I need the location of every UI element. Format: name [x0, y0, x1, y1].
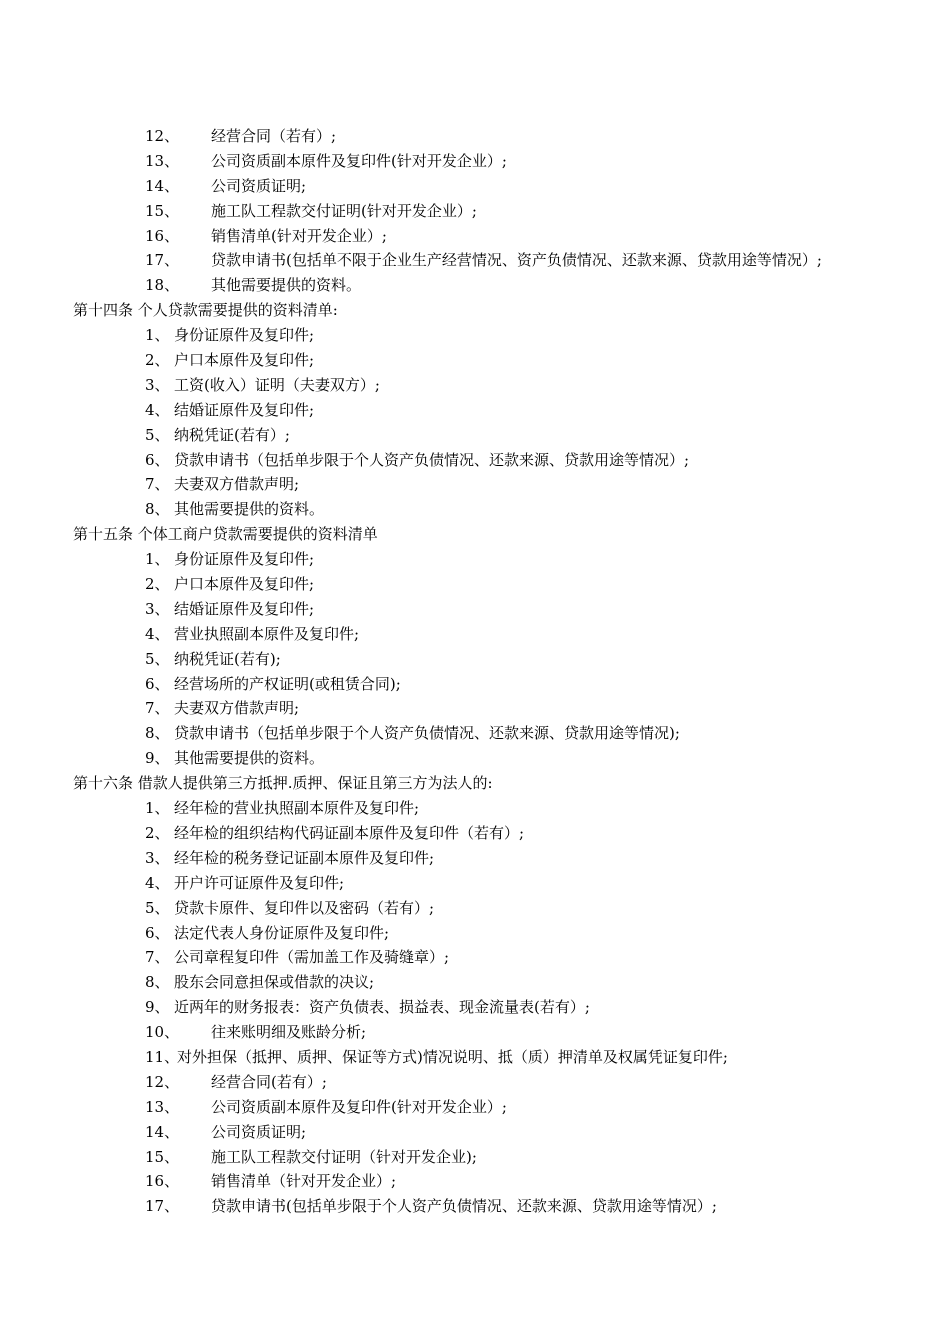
- list-item: [0, 199, 950, 224]
- list-item-text: 纳税凭证(若有);: [174, 649, 281, 668]
- list-item-number: 4、: [145, 624, 170, 643]
- list-item-number: 8、: [145, 500, 170, 519]
- list-item-number: 10、: [145, 1023, 180, 1042]
- list-item-number: 7、: [145, 948, 170, 967]
- list-item-text: 夫妻双方借款声明;: [174, 475, 300, 494]
- list-item-number: 1、: [145, 326, 170, 345]
- list-item: [0, 1020, 950, 1045]
- list-item-text: 销售清单(针对开发企业）;: [211, 226, 387, 245]
- list-item-number: 2、: [145, 575, 170, 594]
- list-item: [0, 1045, 950, 1070]
- list-item-number: 5、: [145, 898, 170, 917]
- list-item-text: 公司章程复印件（需加盖工作及骑缝章）;: [174, 948, 450, 967]
- list-item-text: 经营合同（若有）;: [211, 127, 337, 145]
- list-item-text: 户口本原件及复印件;: [174, 351, 315, 370]
- list-item: [0, 149, 950, 174]
- list-item: [0, 224, 950, 249]
- list-item-number: 4、: [145, 873, 170, 892]
- list-item-number: 13、: [145, 151, 180, 170]
- list-item: [0, 1169, 950, 1194]
- list-item: [0, 273, 950, 298]
- list-item: [0, 647, 950, 672]
- list-item-text: 法定代表人身份证原件及复印件;: [174, 923, 390, 942]
- list-item-number: 7、: [145, 475, 170, 494]
- list-item-number: 9、: [145, 998, 170, 1017]
- list-item: [0, 846, 950, 871]
- section-heading: 第十五条 个体工商户贷款需要提供的资料清单: [73, 525, 378, 544]
- list-item-number: 14、: [145, 1122, 180, 1141]
- list-item-text: 往来账明细及账龄分析;: [211, 1023, 367, 1042]
- list-item-text: 公司资质副本原件及复印件(针对开发企业）;: [211, 151, 507, 170]
- list-item-number: 2、: [145, 351, 170, 370]
- section-heading: 第十六条 借款人提供第三方抵押.质押、保证且第三方为法人的:: [73, 774, 493, 793]
- list-item-text: 户口本原件及复印件;: [174, 575, 315, 594]
- list-item: [0, 373, 950, 398]
- list-item-text: 销售清单（针对开发企业）;: [211, 1172, 397, 1191]
- list-item: [0, 672, 950, 697]
- list-item-text: 结婚证原件及复印件;: [174, 400, 315, 419]
- list-item-text: 纳税凭证(若有）;: [174, 425, 290, 444]
- list-item: [0, 696, 950, 721]
- list-item-text: 经年检的营业执照副本原件及复印件;: [174, 799, 420, 818]
- list-item-number: 15、: [145, 201, 180, 220]
- list-item-text: 对外担保（抵押、质押、保证等方式)情况说明、抵（质）押清单及权属凭证复印件;: [177, 1047, 728, 1066]
- list-item: [0, 423, 950, 448]
- list-item-number: 13、: [145, 1097, 180, 1116]
- list-item: [0, 721, 950, 746]
- list-item-number: 3、: [145, 848, 170, 867]
- list-item-text: 公司资质证明;: [211, 1122, 307, 1141]
- list-item-text: 工资(收入）证明（夫妻双方）;: [174, 375, 380, 394]
- list-item-number: 15、: [145, 1147, 180, 1166]
- list-item-number: 12、: [145, 1072, 180, 1091]
- list-item: [0, 323, 950, 348]
- list-item-text: 开户许可证原件及复印件;: [174, 873, 345, 892]
- list-item-number: 6、: [145, 923, 170, 942]
- list-item-number: 18、: [145, 276, 180, 295]
- list-item-text: 贷款申请书（包括单步限于个人资产负债情况、还款来源、贷款用途等情况);: [174, 724, 680, 743]
- list-item-number: 5、: [145, 649, 170, 668]
- list-item-number: 8、: [145, 724, 170, 743]
- list-item-number: 16、: [145, 226, 180, 245]
- list-item: [0, 597, 950, 622]
- list-item: [0, 995, 950, 1020]
- list-item: [0, 1070, 950, 1095]
- list-item: [0, 348, 950, 373]
- list-item: [0, 174, 950, 199]
- list-item: [0, 796, 950, 821]
- list-item-text: 贷款申请书（包括单步限于个人资产负债情况、还款来源、贷款用途等情况）;: [174, 450, 690, 469]
- list-item-number: 4、: [145, 400, 170, 419]
- list-item-number: 3、: [145, 599, 170, 618]
- list-item-text: 贷款卡原件、复印件以及密码（若有）;: [174, 898, 435, 917]
- list-item: [0, 871, 950, 896]
- list-item: [0, 622, 950, 647]
- list-item-number: 11、: [145, 1047, 180, 1066]
- list-item-text: 经营场所的产权证明(或租赁合同);: [174, 674, 401, 693]
- list-item-text: 身份证原件及复印件;: [174, 326, 315, 345]
- list-item: [0, 896, 950, 921]
- list-item: [0, 448, 950, 473]
- list-item-number: 16、: [145, 1172, 180, 1191]
- list-item-number: 8、: [145, 973, 170, 992]
- list-item: [0, 921, 950, 946]
- list-item-number: 6、: [145, 450, 170, 469]
- list-item: [0, 1194, 950, 1219]
- list-item: [0, 572, 950, 597]
- list-item-number: 5、: [145, 425, 170, 444]
- list-item-text: 营业执照副本原件及复印件;: [174, 624, 360, 643]
- list-item-text: 施工队工程款交付证明(针对开发企业）;: [211, 201, 477, 220]
- list-item-text: 贷款申请书(包括单步限于个人资产负债情况、还款来源、贷款用途等情况）;: [211, 1197, 717, 1216]
- list-item-text: 股东会同意担保或借款的决议;: [174, 973, 375, 992]
- list-item: [0, 746, 950, 771]
- list-item-number: 3、: [145, 375, 170, 394]
- list-item-number: 9、: [145, 749, 170, 768]
- list-item-number: 6、: [145, 674, 170, 693]
- list-item: [0, 945, 950, 970]
- list-item: [0, 248, 950, 273]
- list-item: [0, 1120, 950, 1145]
- list-item-number: 14、: [145, 176, 180, 195]
- list-item-text: 经营合同(若有）;: [211, 1072, 327, 1091]
- list-item-text: 公司资质副本原件及复印件(针对开发企业）;: [211, 1097, 507, 1116]
- list-item: [0, 497, 950, 522]
- list-item: [0, 1145, 950, 1170]
- list-item-number: 1、: [145, 799, 170, 818]
- list-item-text: 经年检的组织结构代码证副本原件及复印件（若有）;: [174, 823, 525, 842]
- list-item: [0, 398, 950, 423]
- list-item-text: 其他需要提供的资料。: [174, 500, 325, 519]
- list-item-text: 身份证原件及复印件;: [174, 550, 315, 569]
- list-item-text: 夫妻双方借款声明;: [174, 699, 300, 718]
- list-item-number: 7、: [145, 699, 170, 718]
- list-item-text: 近两年的财务报表：资产负债表、损益表、现金流量表(若有）;: [174, 998, 590, 1017]
- list-item-number: 17、: [145, 251, 180, 270]
- list-item: [0, 472, 950, 497]
- list-item-text: 贷款申请书(包括单不限于企业生产经营情况、资产负债情况、还款来源、贷款用途等情况）;: [211, 251, 822, 270]
- document-body: [0, 124, 950, 1219]
- list-item-number: 1、: [145, 550, 170, 569]
- list-item-text: 经年检的税务登记证副本原件及复印件;: [174, 848, 435, 867]
- list-item: [0, 547, 950, 572]
- section-heading: 第十四条 个人贷款需要提供的资料清单:: [73, 301, 338, 320]
- list-item-number: 2、: [145, 823, 170, 842]
- list-item-text: 其他需要提供的资料。: [174, 749, 325, 768]
- list-item: [0, 970, 950, 995]
- list-item: [0, 124, 950, 149]
- list-item-number: 17、: [145, 1197, 180, 1216]
- list-item-text: 施工队工程款交付证明（针对开发企业);: [211, 1147, 477, 1166]
- list-item-text: 公司资质证明;: [211, 176, 307, 195]
- list-item: [0, 821, 950, 846]
- list-item: [0, 1095, 950, 1120]
- list-item-text: 结婚证原件及复印件;: [174, 599, 315, 618]
- list-item-number: 12、: [145, 127, 180, 145]
- list-item-text: 其他需要提供的资料。: [211, 276, 362, 295]
